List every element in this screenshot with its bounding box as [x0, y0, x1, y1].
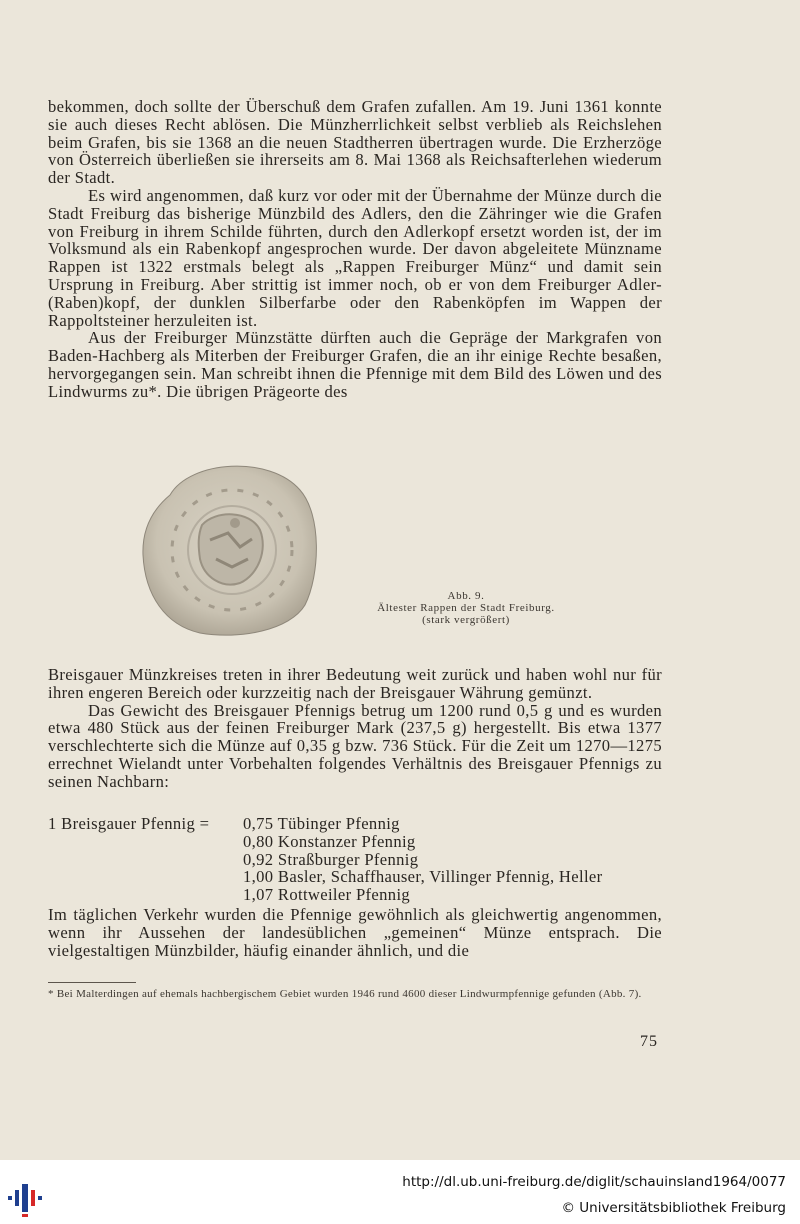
equivalence-lhs: 1 Breisgauer Pfennig = [48, 814, 210, 833]
paragraph: Es wird angenommen, daß kurz vor oder mit der Übernahme der Münze durch die Stadt Freiburg das bisherige Münzbild des Adlers, den die Zähringer wie die Grafen von Freiburg in ihrem Schilde führten, durch den Adlerkopf ersetzt worden ist, der im Volksmund als ein Rabenkopf angesprochen wurde. Der davon abgeleitete Münzname Rappen ist 1322 erstmals belegt als „Rappen Freiburger Münz“ und damit sein Ursprung in Freiburg. Aber strittig ist immer noch, ob er von dem Freiburger Adler-(Raben)kopf, der dunklen Silberfarbe oder den Rabenköpfen im Wappen der Rappoltsteiner herzuleiten ist. [48, 185, 662, 330]
paragraph: Das Gewicht des Breisgauer Pfennigs betrug um 1200 rund 0,5 g und es wurden etwa 480 Stück aus der feinen Freiburger Mark (237,5 g) hergestellt. Bis etwa 1377 verschlechterte sich die Münze auf 0,35 g bzw. 736 Stück. Für die Zeit um 1270—1275 errechnet Wielandt unter Vorbehalten folgendes Verhältnis des Breisgauer Pfennigs zu seinen Nachbarn: [48, 700, 662, 791]
figure-caption [336, 590, 596, 626]
viewer-footer [0, 1160, 800, 1224]
page-number: 75 [640, 1033, 658, 1050]
paragraph: Breisgauer Münzkreises treten in ihrer Bedeutung weit zurück und haben wohl nur für ihren engeren Bereich oder kurzzeitig nach der Breisgauer Währung gemünzt. [48, 665, 662, 702]
text-block-top [48, 98, 662, 401]
figure-caption-line: (stark vergrößert) [422, 614, 510, 626]
paragraph: Im täglichen Verkehr wurden die Pfennige gewöhnlich als gleichwertig angenommen, wenn ihr Aussehen der landesüblichen „gemeinen“ Münze entsprach. Die vielgestaltigen Münzbilder, häufig einander ähnlich, und die [48, 905, 662, 960]
equivalence-value: 0,75 Tübinger Pfennig [243, 814, 400, 833]
copyright-text: © Universitätsbibliothek Freiburg [561, 1200, 786, 1216]
coin-image [140, 455, 320, 640]
paragraph: bekommen, doch sollte der Überschuß dem Grafen zufallen. Am 19. Juni 1361 konnte sie auch dieses Recht ablösen. Die Münzherrlichkeit selbst verblieb als Reichslehen beim Grafen, bis sie 1368 an die neuen Stadtherren übertragen wurde. Die Erzherzöge von Österreich überließen sie ihrerseits am 8. Mai 1368 als Reichsafterlehen wiederum der Stadt. [48, 97, 662, 188]
figure-number: Abb. 9. [447, 590, 485, 602]
equivalence-value: 1,00 Basler, Schaffhauser, Villinger Pfennig, Heller [243, 867, 603, 887]
text-block-bottom [48, 906, 662, 959]
equivalence-value: 0,92 Straßburger Pfennig [243, 849, 419, 869]
figure-caption-line: Ältester Rappen der Stadt Freiburg. [377, 602, 555, 614]
footnote-divider [48, 982, 136, 983]
document-url-link[interactable]: http://dl.ub.uni-freiburg.de/diglit/schauinsland1964/0077 [402, 1174, 786, 1190]
paragraph: Aus der Freiburger Münzstätte dürften auch die Gepräge der Markgrafen von Baden-Hachberg als Miterben der Freiburger Grafen, die an ihr einige Rechte besaßen, hervorgegangen sein. Man schreibt ihnen die Pfennige mit dem Bild des Löwen und des Lindwurms zu*. Die übrigen Prägeorte des [48, 328, 663, 401]
footnote: * Bei Malterdingen auf ehemals hachbergischem Gebiet wurden 1946 rund 4600 dieser Lindwurmpfennige gefunden (Abb. 7). [48, 988, 642, 1000]
equivalence-value: 1,07 Rottweiler Pfennig [243, 885, 411, 905]
text-block-middle [48, 666, 662, 791]
equivalence-value: 0,80 Konstanzer Pfennig [243, 831, 416, 851]
ub-freiburg-logo-icon[interactable] [8, 1174, 52, 1218]
